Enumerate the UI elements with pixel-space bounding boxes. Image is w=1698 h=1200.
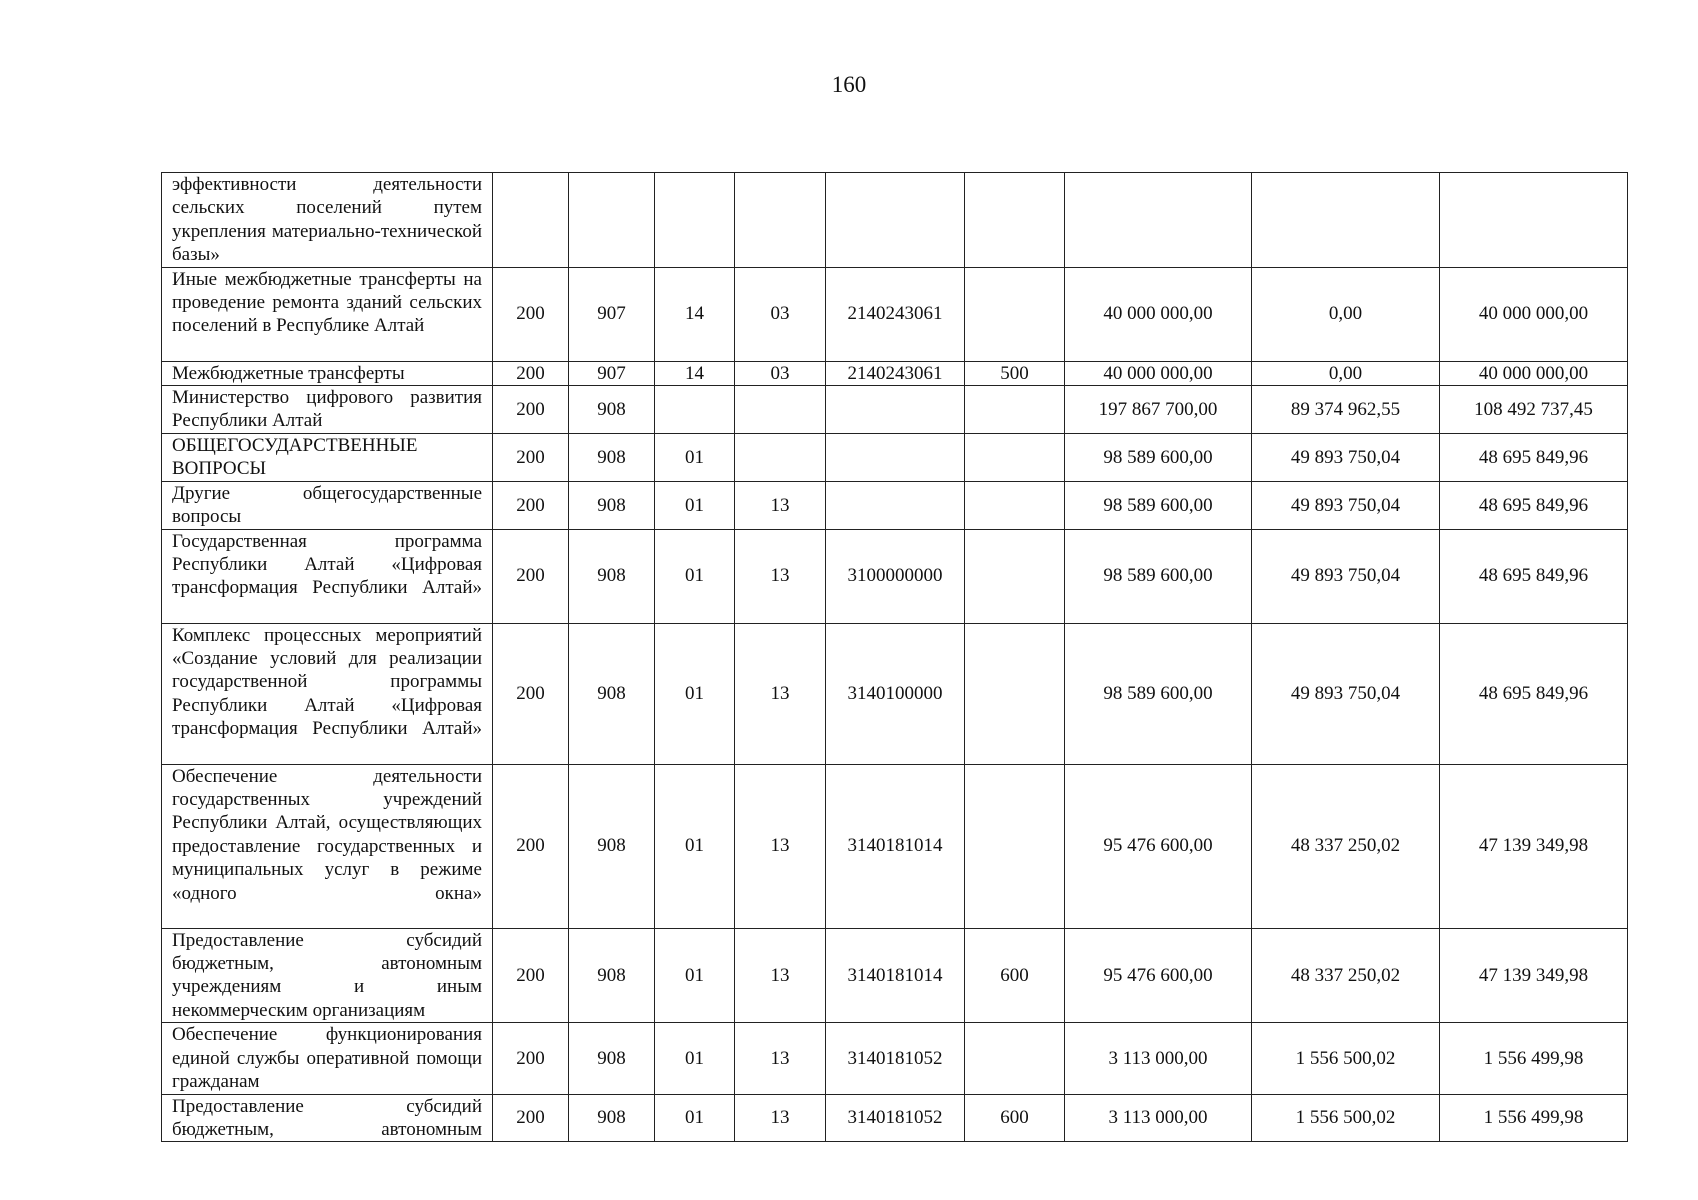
ministry-code-cell: 907: [569, 267, 655, 361]
table-row: [162, 481, 1628, 529]
subsection-cell: 13: [735, 623, 826, 764]
amount-plan-cell: 95 476 600,00: [1065, 764, 1252, 928]
expense-type-cell: [965, 529, 1065, 623]
amount-remaining-cell: 1 556 499,98: [1440, 1094, 1628, 1142]
table-row: [162, 764, 1628, 928]
subsection-cell: 13: [735, 764, 826, 928]
amount-plan-cell: 98 589 600,00: [1065, 623, 1252, 764]
expense-name: Государственная программа Республики Алтай «Цифровая трансформация Республики Алтай»: [172, 530, 482, 599]
row-code-cell: 200: [493, 361, 569, 385]
expense-type-cell: [965, 764, 1065, 928]
row-code-cell: 200: [493, 481, 569, 529]
expense-type-cell: [965, 1023, 1065, 1094]
expense-name: ОБЩЕГОСУДАРСТВЕННЫЕ ВОПРОСЫ: [172, 434, 418, 480]
ministry-code-cell: 908: [569, 1094, 655, 1142]
target-article-cell: 3140181052: [826, 1023, 965, 1094]
expense-type-cell: [965, 623, 1065, 764]
amount-executed-cell: 1 556 500,02: [1252, 1023, 1440, 1094]
amount-remaining-cell: 47 139 349,98: [1440, 928, 1628, 1023]
ministry-code-cell: 908: [569, 623, 655, 764]
row-code-cell: 200: [493, 433, 569, 481]
section-cell: 01: [655, 1094, 735, 1142]
expense-name-cell: [162, 529, 493, 623]
expense-name: Обеспечение деятельности государственных учреждений Республики Алтай, осуществляющих предоставление государственных и муниципальных услуг в режиме «одного окна»: [172, 765, 482, 904]
section-cell: 14: [655, 361, 735, 385]
expense-name: Другие общегосударственные вопросы: [172, 482, 482, 528]
section-cell: 01: [655, 529, 735, 623]
target-article-cell: 2140243061: [826, 267, 965, 361]
section-cell: [655, 386, 735, 434]
target-article-cell: 2140243061: [826, 361, 965, 385]
amount-plan-cell: [1065, 173, 1252, 268]
expense-type-cell: 600: [965, 928, 1065, 1023]
expense-name-cell: [162, 433, 493, 481]
expense-name-cell: [162, 481, 493, 529]
table-row: [162, 386, 1628, 434]
row-code-cell: 200: [493, 1023, 569, 1094]
expense-name-cell: [162, 623, 493, 764]
ministry-code-cell: 908: [569, 481, 655, 529]
amount-remaining-cell: 108 492 737,45: [1440, 386, 1628, 434]
amount-remaining-cell: [1440, 173, 1628, 268]
expense-name-cell: [162, 1094, 493, 1142]
table-row: [162, 433, 1628, 481]
subsection-cell: 13: [735, 1094, 826, 1142]
target-article-cell: [826, 173, 965, 268]
table-row: [162, 173, 1628, 268]
expense-type-cell: [965, 386, 1065, 434]
subsection-cell: 13: [735, 928, 826, 1023]
target-article-cell: 3140100000: [826, 623, 965, 764]
section-cell: 01: [655, 481, 735, 529]
ministry-code-cell: 908: [569, 764, 655, 928]
amount-plan-cell: 98 589 600,00: [1065, 529, 1252, 623]
ministry-code-cell: 908: [569, 529, 655, 623]
expense-type-cell: [965, 433, 1065, 481]
amount-remaining-cell: 47 139 349,98: [1440, 764, 1628, 928]
page-number: 160: [831, 72, 867, 97]
expense-name-cell: [162, 267, 493, 361]
target-article-cell: [826, 481, 965, 529]
target-article-cell: [826, 386, 965, 434]
amount-executed-cell: 0,00: [1252, 361, 1440, 385]
section-cell: 01: [655, 928, 735, 1023]
table-row: [162, 1023, 1628, 1094]
expense-name: Министерство цифрового развития Республики Алтай: [172, 387, 482, 432]
row-code-cell: 200: [493, 764, 569, 928]
amount-remaining-cell: 1 556 499,98: [1440, 1023, 1628, 1094]
expense-type-cell: [965, 173, 1065, 268]
subsection-cell: 13: [735, 1023, 826, 1094]
budget-table: [161, 172, 1628, 1142]
amount-executed-cell: 48 337 250,02: [1252, 764, 1440, 928]
amount-executed-cell: 1 556 500,02: [1252, 1094, 1440, 1142]
section-cell: 01: [655, 764, 735, 928]
target-article-cell: 3140181014: [826, 928, 965, 1023]
amount-executed-cell: [1252, 173, 1440, 268]
amount-remaining-cell: 48 695 849,96: [1440, 623, 1628, 764]
amount-plan-cell: 98 589 600,00: [1065, 433, 1252, 481]
expense-type-cell: 600: [965, 1094, 1065, 1142]
expense-name-cell: [162, 361, 493, 385]
ministry-code-cell: 908: [569, 928, 655, 1023]
ministry-code-cell: 907: [569, 361, 655, 385]
amount-plan-cell: 95 476 600,00: [1065, 928, 1252, 1023]
section-cell: 01: [655, 1023, 735, 1094]
table-row: [162, 529, 1628, 623]
expense-name-cell: [162, 764, 493, 928]
section-cell: 14: [655, 267, 735, 361]
table-row: [162, 267, 1628, 361]
row-code-cell: 200: [493, 623, 569, 764]
amount-plan-cell: 40 000 000,00: [1065, 267, 1252, 361]
table-row: [162, 1094, 1628, 1142]
subsection-cell: 03: [735, 267, 826, 361]
table-row: [162, 361, 1628, 385]
amount-executed-cell: 89 374 962,55: [1252, 386, 1440, 434]
subsection-cell: 03: [735, 361, 826, 385]
expense-name: Иные межбюджетные трансферты на проведение ремонта зданий сельских поселений в Республике Алтай: [172, 268, 482, 337]
expense-name-cell: [162, 928, 493, 1023]
target-article-cell: 3100000000: [826, 529, 965, 623]
subsection-cell: 13: [735, 481, 826, 529]
row-code-cell: 200: [493, 267, 569, 361]
amount-executed-cell: 49 893 750,04: [1252, 623, 1440, 764]
expense-name: Межбюджетные трансферты: [172, 362, 405, 384]
amount-plan-cell: 40 000 000,00: [1065, 361, 1252, 385]
expense-name: Комплекс процессных мероприятий «Создание условий для реализации государственной программы Республики Алтай «Цифровая трансформация Республики Алтай»: [172, 624, 482, 740]
expense-name-cell: [162, 173, 493, 268]
row-code-cell: 200: [493, 1094, 569, 1142]
expense-type-cell: [965, 267, 1065, 361]
target-article-cell: 3140181052: [826, 1094, 965, 1142]
expense-type-cell: 500: [965, 361, 1065, 385]
section-cell: 01: [655, 433, 735, 481]
amount-remaining-cell: 48 695 849,96: [1440, 433, 1628, 481]
table-row: [162, 928, 1628, 1023]
row-code-cell: 200: [493, 386, 569, 434]
expense-name: Обеспечение функционирования единой службы оперативной помощи гражданам: [172, 1024, 482, 1093]
ministry-code-cell: 908: [569, 433, 655, 481]
subsection-cell: [735, 173, 826, 268]
expense-name-cell: [162, 386, 493, 434]
expense-name: эффективности деятельности сельских поселений путем укрепления материально-технической базы»: [172, 174, 482, 266]
amount-remaining-cell: 48 695 849,96: [1440, 481, 1628, 529]
table-body: [162, 173, 1628, 1142]
subsection-cell: 13: [735, 529, 826, 623]
ministry-code-cell: [569, 173, 655, 268]
amount-plan-cell: 98 589 600,00: [1065, 481, 1252, 529]
ministry-code-cell: 908: [569, 1023, 655, 1094]
row-code-cell: 200: [493, 928, 569, 1023]
amount-plan-cell: 197 867 700,00: [1065, 386, 1252, 434]
amount-executed-cell: 49 893 750,04: [1252, 529, 1440, 623]
target-article-cell: 3140181014: [826, 764, 965, 928]
amount-remaining-cell: 40 000 000,00: [1440, 267, 1628, 361]
expense-name: Предоставление субсидий бюджетным, автономным учреждениям и иным некоммерческим организациям: [172, 929, 482, 1021]
subsection-cell: [735, 386, 826, 434]
amount-remaining-cell: 48 695 849,96: [1440, 529, 1628, 623]
table-row: [162, 623, 1628, 764]
row-code-cell: 200: [493, 529, 569, 623]
amount-plan-cell: 3 113 000,00: [1065, 1094, 1252, 1142]
amount-executed-cell: 48 337 250,02: [1252, 928, 1440, 1023]
expense-name: Предоставление субсидий бюджетным, автономным: [172, 1095, 482, 1140]
amount-executed-cell: 49 893 750,04: [1252, 481, 1440, 529]
expense-type-cell: [965, 481, 1065, 529]
amount-executed-cell: 49 893 750,04: [1252, 433, 1440, 481]
expense-name-cell: [162, 1023, 493, 1094]
section-cell: [655, 173, 735, 268]
section-cell: 01: [655, 623, 735, 764]
subsection-cell: [735, 433, 826, 481]
amount-remaining-cell: 40 000 000,00: [1440, 361, 1628, 385]
row-code-cell: [493, 173, 569, 268]
ministry-code-cell: 908: [569, 386, 655, 434]
amount-plan-cell: 3 113 000,00: [1065, 1023, 1252, 1094]
amount-executed-cell: 0,00: [1252, 267, 1440, 361]
target-article-cell: [826, 433, 965, 481]
